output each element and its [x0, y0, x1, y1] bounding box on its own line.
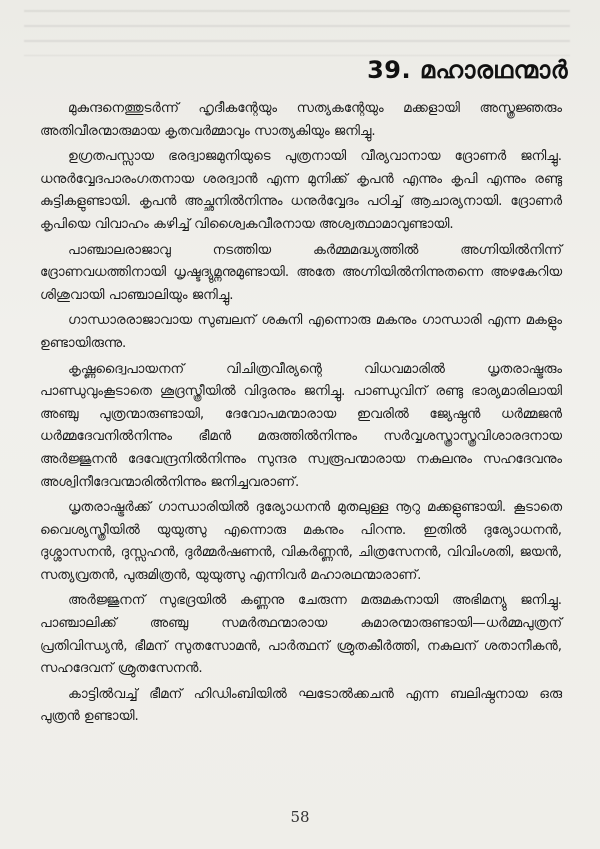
paragraph: കാട്ടിൽവച്ച് ഭീമന് ഹിഡിംബിയിൽ ഘടോൽക്കചൻ എന്ന ബലിഷ്ഠനായ ഒരു പുത്രൻ ഉണ്ടായി.	[40, 686, 562, 725]
paragraph: ധൃതരാഷ്ട്രർക്ക് ഗാന്ധാരിയിൽ ദുര്യോധനൻ മുതലുള്ള നൂറു മക്കളുണ്ടായി. കൂടാതെ വൈശ്യസ്ത്രീയിൽ യുയുത്സു എന്നൊരു മകനും പിറന്നു. ഇതിൽ ദുര്യോധനൻ, ദുശ്ശാസനൻ, ദുസ്സഹൻ, ദുർമ്മർഷണൻ, വികർണ്ണൻ, ചിത്രസേനൻ, വിവിംശതി, ജയൻ, സത്യവ്രതൻ, പുരുമിത്രൻ, യുയുത്സു എന്നിവർ മഹാരഥന്മാരാണ്.	[40, 500, 562, 583]
paragraph: കൃഷ്ണദ്വൈപായനന് വിചിത്രവീര്യന്റെ വിധവമാരിൽ ധൃതരാഷ്ട്രരും പാണ്ഡുവുംകൂടാതെ ശൂദ്രസ്ത്രീയിൽ വിദുരനും ജനിച്ചു. പാണ്ഡുവിന് രണ്ടു ഭാര്യമാരിലായി അഞ്ചു പുത്രന്മാരുണ്ടായി, ദേവോപമന്മാരായ ഇവരിൽ ജ്യേഷ്ഠൻ ധർമ്മജൻ ധർമ്മദേവനിൽനിന്നും ഭീമൻ മരുത്തിൽനിന്നും സർവ്വശസ്ത്രാസ്ത്രവിശാരദനായ അർജ്ജുനൻ ദേവേന്ദ്രനിൽനിന്നും സുന്ദര സ്വരൂപന്മാരായ നകുലനും സഹദേവനും അശ്വിനീദേവന്മാരിൽനിന്നും ജനിച്ചവരാണ്.	[40, 361, 562, 490]
chapter-body	[40, 98, 562, 732]
paragraph: മുകുന്ദനെത്തുടർന്ന് ഹൃദീകന്റേയും സത്യകന്റേയും മക്കളായി അസ്ത്രജ്ഞരും അതിവീരന്മാരുമായ കൃതവർമ്മാവും സാത്യകിയും ജനിച്ചു.	[40, 101, 562, 139]
bleed-through-text	[24, 4, 570, 56]
paragraph: ഗാന്ധാരരാജാവായ സുബലന് ശകുനി എന്നൊരു മകനും ഗാന്ധാരി എന്ന മകളും ഉണ്ടായിരുന്നു.	[40, 313, 562, 351]
paragraph: ഉഗ്രതപസ്സായ ഭരദ്വാജമുനിയുടെ പുത്രനായി വീര്യവാനായ ദ്രോണർ ജനിച്ചു. ധനുർവ്വേദപാരംഗതനായ ശരദ്വാൻ എന്ന മുനിക്ക് കൃപൻ എന്നും കൃപി എന്നും രണ്ടു കുട്ടികളുണ്ടായി. കൃപൻ അച്ഛനിൽനിന്നും ധനുർവ്വേദം പഠിച്ച് ആചാര്യനായി. ദ്രോണർ കൃപിയെ വിവാഹം കഴിച്ച് വിശ്വൈകവീരനായ അശ്വത്ഥാമാവുണ്ടായി.	[40, 149, 562, 232]
chapter-title: 39. മഹാരഥന്മാർ	[367, 56, 568, 84]
paragraph: അർജ്ജുനന് സുഭദ്രയിൽ കണ്ണനു ചേരുന്ന മരുമകനായി അഭിമന്യു ജനിച്ചു. പാഞ്ചാലിക്ക് അഞ്ചു സമർത്ഥന്മാരായ കുമാരന്മാരുണ്ടായി—ധർമ്മപുത്രന് പ്രതിവിന്ധ്യൻ, ഭീമന് സുതസോമൻ, പാർത്ഥന് ശ്രുതകീർത്തി, നകുലന് ശതാനീകൻ, സഹദേവന് ശ്രുതസേനൻ.	[40, 593, 562, 677]
page-number: 58	[290, 808, 310, 826]
paragraph: പാഞ്ചാലരാജാവു നടത്തിയ കർമ്മമദ്ധ്യത്തിൽ അഗ്നിയിൽനിന്ന് ദ്രോണവധത്തിനായി ധൃഷ്ടദ്യുമ്നനുമുണ്ടായി. അതേ അഗ്നിയിൽനിന്നുതന്നെ അഴകേറിയ ശിശുവായി പാഞ്ചാലിയും ജനിച്ചു.	[40, 242, 562, 303]
